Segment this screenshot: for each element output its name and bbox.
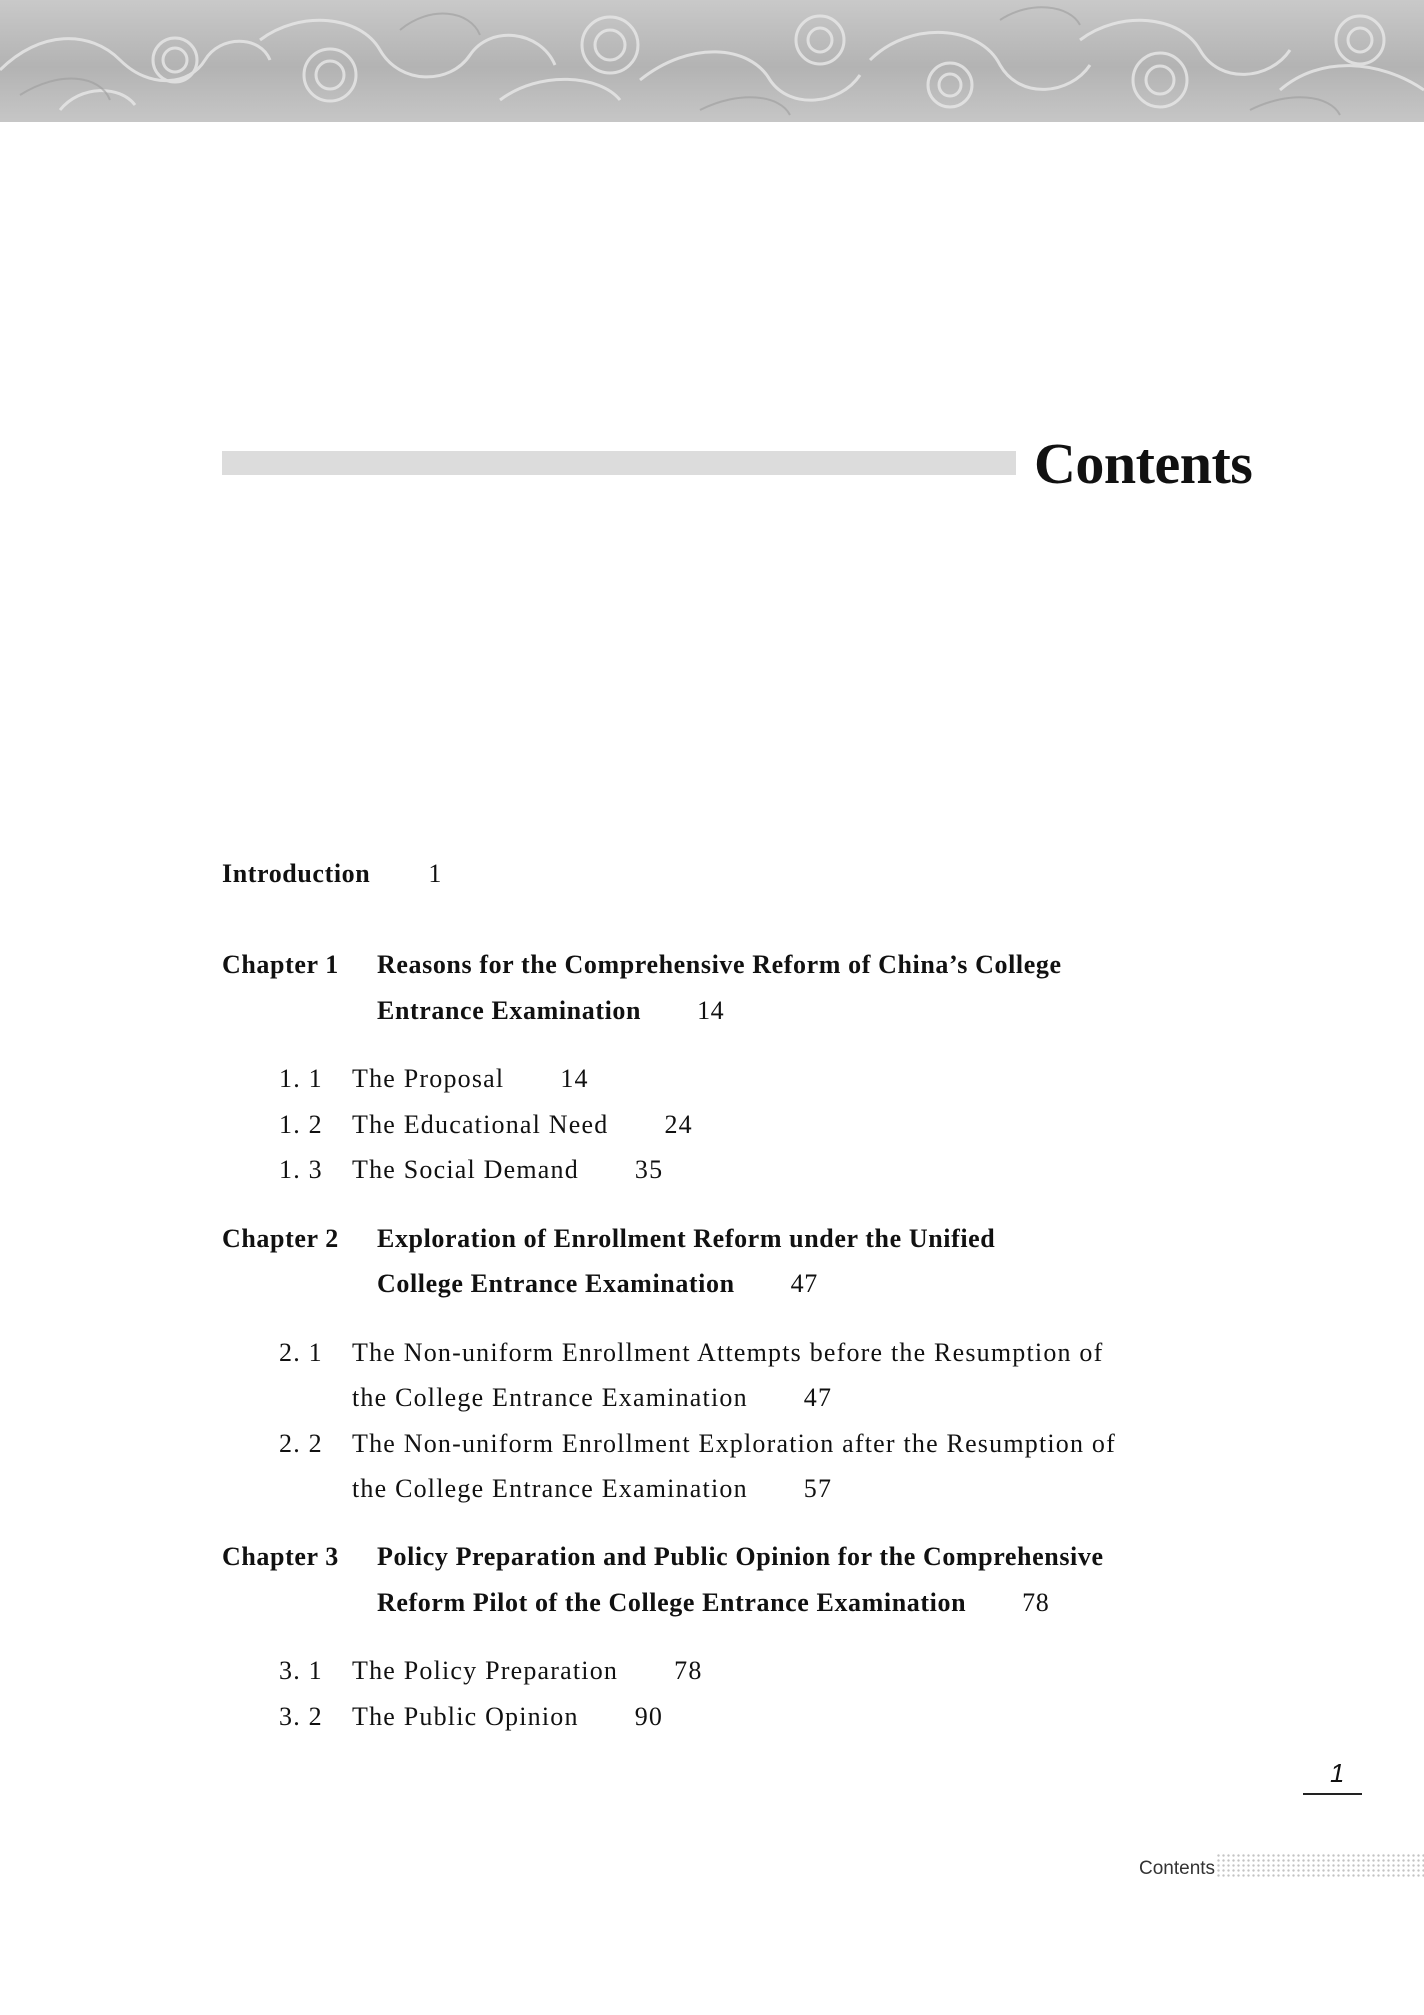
page-number: 1 (1330, 1758, 1345, 1788)
section-3-1-num: 3. 1 (279, 1656, 323, 1685)
section-3-2-title: The Public Opinion (352, 1702, 579, 1731)
section-3-2[interactable] (352, 1700, 663, 1734)
intro-label: Introduction (222, 859, 371, 888)
section-3-1-title: The Policy Preparation (352, 1656, 619, 1685)
chapter-2-page: 47 (790, 1269, 818, 1298)
intro-page: 1 (428, 859, 442, 888)
chapter-3-label: Chapter 3 (222, 1542, 339, 1571)
running-head: Contents (1139, 1858, 1216, 1879)
page-title: Contents (1034, 431, 1253, 496)
chapter-3-title-line-2[interactable] (377, 1586, 1049, 1620)
section-2-2-num: 2. 2 (279, 1429, 323, 1458)
chapter-2-label: Chapter 2 (222, 1224, 339, 1253)
section-1-1-num: 1. 1 (279, 1064, 323, 1093)
section-3-2-page: 90 (634, 1702, 664, 1731)
section-1-3[interactable] (352, 1153, 663, 1187)
section-1-1[interactable] (352, 1062, 589, 1096)
chapter-1-title-line-2[interactable] (377, 994, 724, 1028)
section-2-2-title: the College Entrance Examination (352, 1474, 748, 1503)
section-2-1-line-1[interactable]: The Non-uniform Enrollment Attempts before the Resumption of (352, 1338, 1104, 1367)
chapter-1-title-line-1[interactable]: Reasons for the Comprehensive Reform of China’s College (377, 950, 1062, 979)
chapter-3-page: 78 (1022, 1588, 1050, 1617)
section-1-3-page: 35 (634, 1155, 664, 1184)
chapter-3-title-text: Reform Pilot of the College Entrance Examination (377, 1588, 967, 1617)
section-2-1-num: 2. 1 (279, 1338, 323, 1367)
section-1-3-title: The Social Demand (352, 1155, 579, 1184)
section-3-1-page: 78 (674, 1656, 703, 1685)
section-1-2[interactable] (352, 1108, 693, 1142)
section-1-2-title: The Educational Need (352, 1110, 609, 1139)
section-2-2-line-2[interactable] (352, 1472, 832, 1506)
section-1-2-num: 1. 2 (279, 1110, 323, 1139)
section-1-3-num: 1. 3 (279, 1155, 323, 1184)
section-1-1-page: 14 (560, 1064, 589, 1093)
section-2-2-page: 57 (803, 1474, 833, 1503)
section-2-1-title: the College Entrance Examination (352, 1383, 748, 1412)
section-2-2-line-1[interactable]: The Non-uniform Enrollment Exploration after the Resumption of (352, 1429, 1116, 1458)
section-1-2-page: 24 (664, 1110, 693, 1139)
chapter-2-title-text: College Entrance Examination (377, 1269, 735, 1298)
chapter-2-title-line-1[interactable]: Exploration of Enrollment Reform under the Unified (377, 1224, 996, 1253)
chapter-1-page: 14 (697, 996, 725, 1025)
section-2-1-page: 47 (803, 1383, 833, 1412)
section-2-1-line-2[interactable] (352, 1381, 832, 1415)
dot-pattern-decoration (1216, 1853, 1424, 1879)
chapter-3-title-line-1[interactable]: Policy Preparation and Public Opinion for the Comprehensive (377, 1542, 1104, 1571)
section-1-1-title: The Proposal (352, 1064, 505, 1093)
toc-introduction[interactable] (222, 857, 442, 891)
page-number-rule (1303, 1793, 1362, 1795)
chapter-1-title-text: Entrance Examination (377, 996, 642, 1025)
section-3-2-num: 3. 2 (279, 1702, 323, 1731)
section-3-1[interactable] (352, 1654, 703, 1688)
chapter-1-label: Chapter 1 (222, 950, 339, 979)
chapter-2-title-line-2[interactable] (377, 1267, 818, 1301)
